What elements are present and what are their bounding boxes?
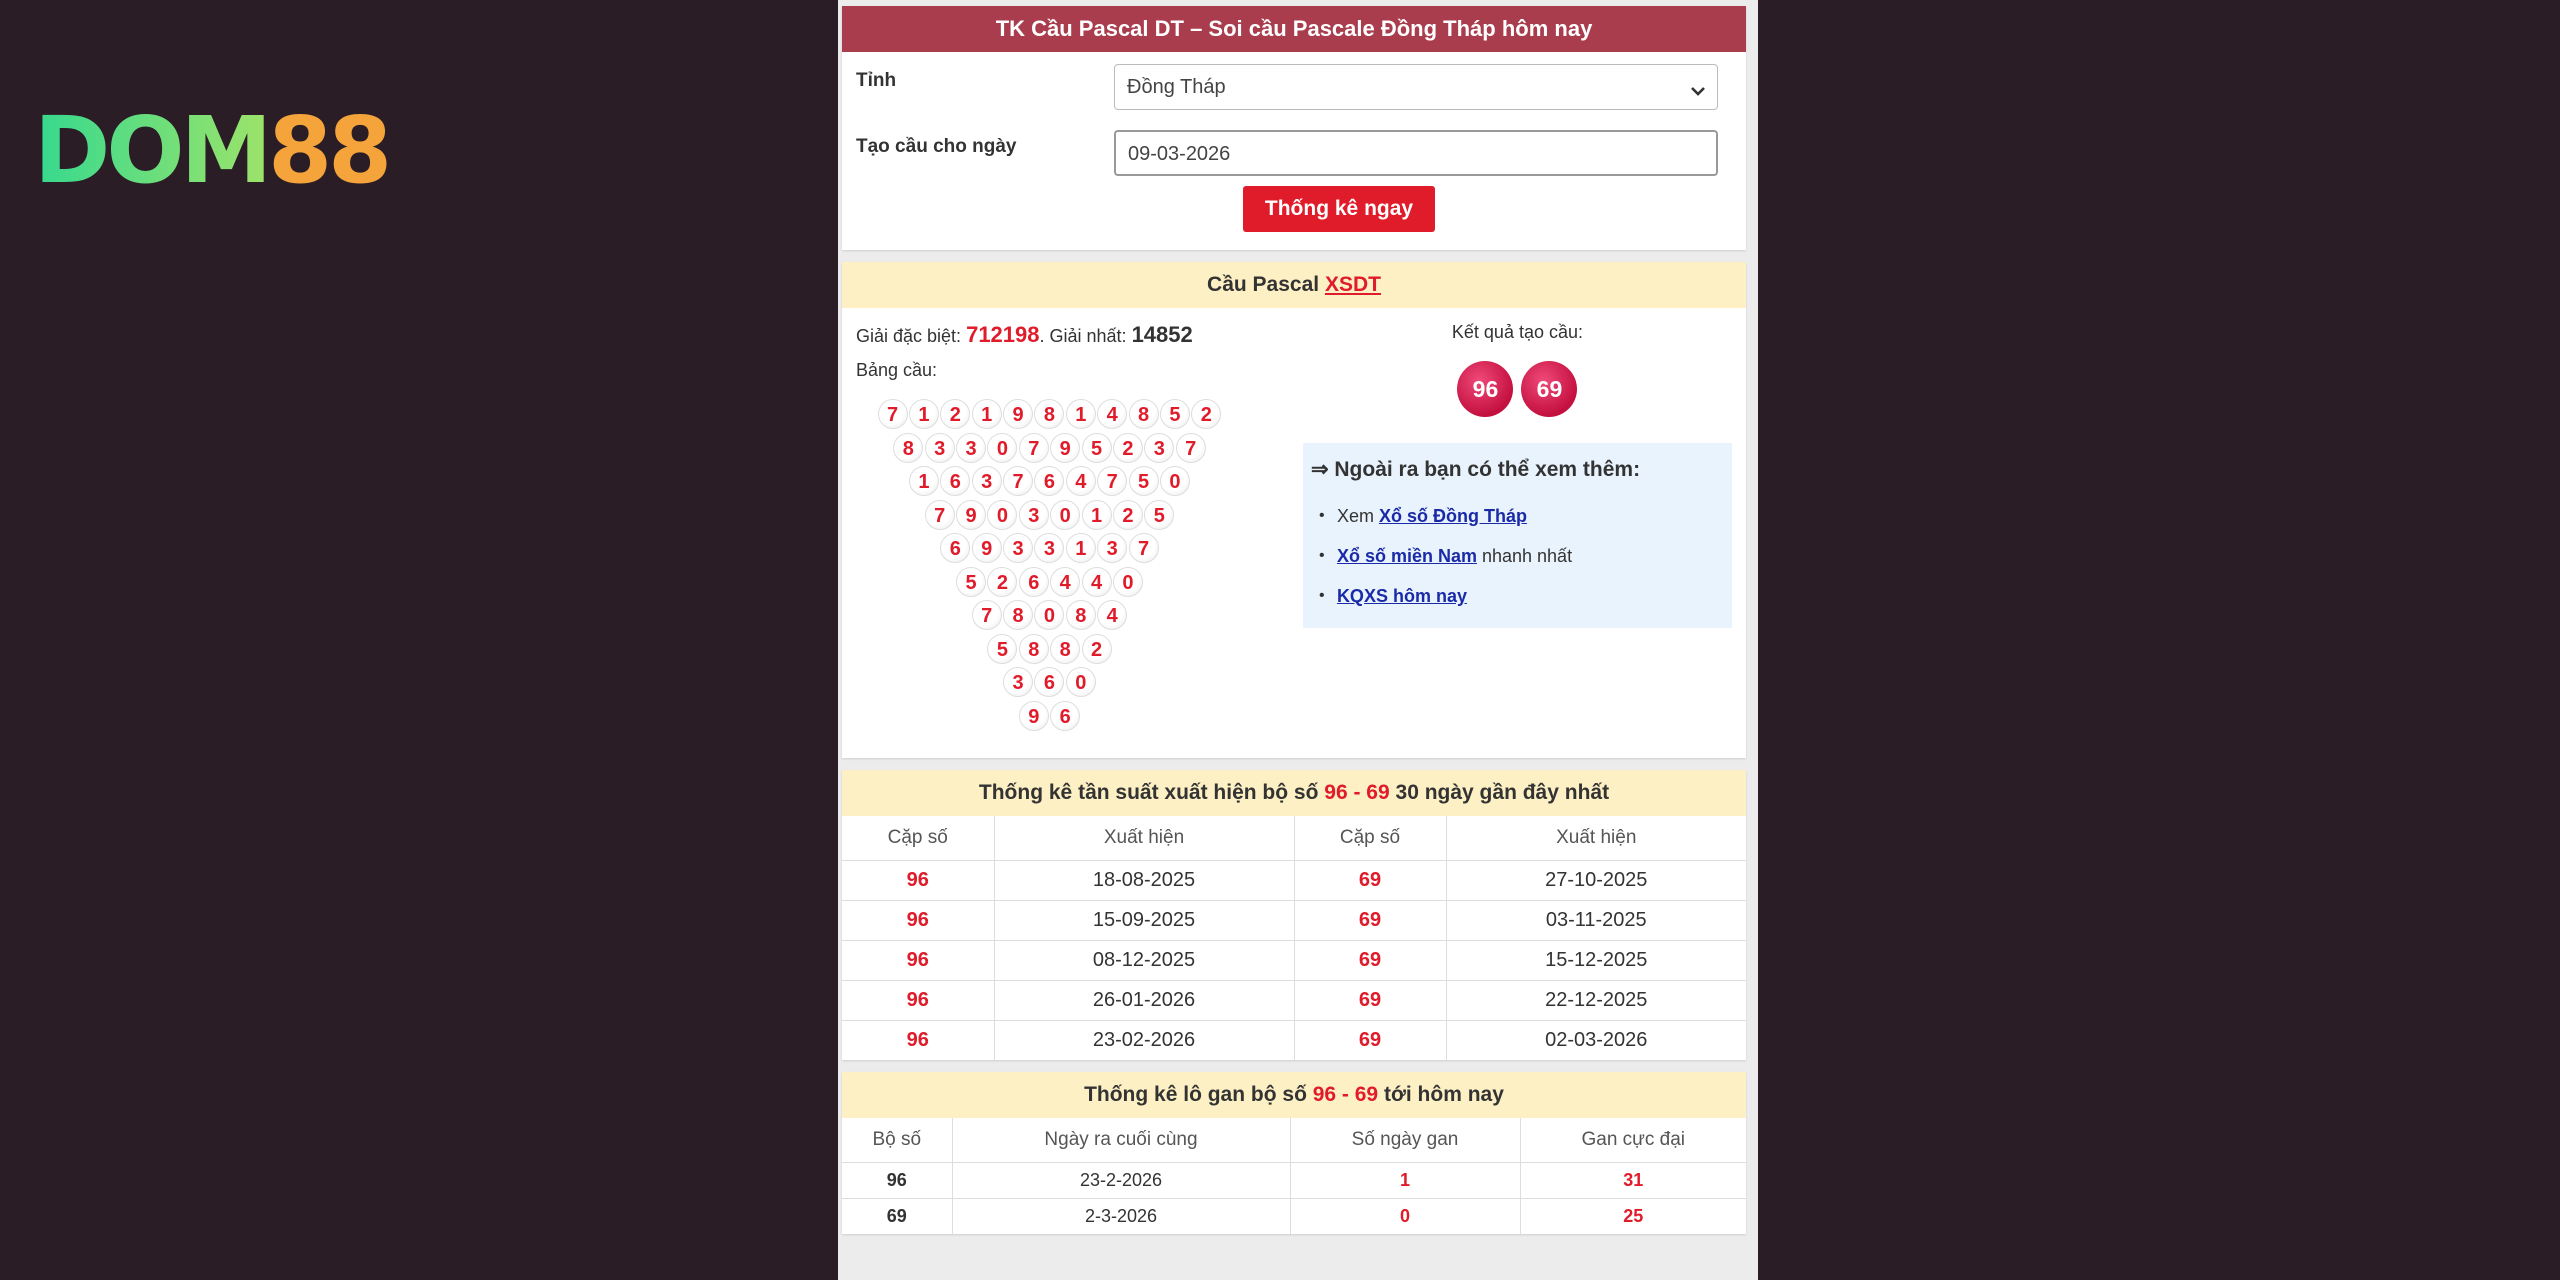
gan-card bbox=[842, 1072, 1746, 1234]
pair-cell: 96 bbox=[842, 940, 994, 980]
pascal-digit: 1 bbox=[1066, 399, 1096, 429]
special-prize-label: Giải đặc biệt: bbox=[856, 326, 962, 346]
max-gan-cell: 31 bbox=[1520, 1162, 1746, 1198]
pascal-row bbox=[955, 567, 1143, 601]
see-more-title: ⇒ Ngoài ra bạn có thể xem thêm: bbox=[1310, 458, 1641, 481]
pascal-digit: 2 bbox=[940, 399, 970, 429]
pascal-digit: 6 bbox=[1050, 701, 1080, 731]
list-item-suffix: nhanh nhất bbox=[1476, 546, 1573, 566]
pair-cell: 69 bbox=[1294, 1020, 1446, 1060]
province-select[interactable] bbox=[1114, 64, 1718, 110]
pascal-row bbox=[1018, 701, 1081, 735]
result-balls bbox=[1303, 361, 1732, 417]
pascal-digit: 7 bbox=[1176, 433, 1206, 463]
table-row bbox=[842, 1162, 1746, 1198]
pascal-left bbox=[856, 322, 1303, 734]
pascal-digit: 5 bbox=[1082, 433, 1112, 463]
pascal-digit: 1 bbox=[1082, 500, 1112, 530]
pascal-digit: 8 bbox=[1050, 634, 1080, 664]
table-header-row bbox=[842, 1118, 1746, 1162]
pascal-digit: 0 bbox=[1160, 466, 1190, 496]
date-input[interactable] bbox=[1114, 130, 1718, 176]
date-cell: 27-10-2025 bbox=[1446, 860, 1746, 900]
pascal-digit: 8 bbox=[1034, 399, 1064, 429]
xo-so-dong-thap-link[interactable]: Xổ số Đồng Tháp bbox=[1378, 506, 1527, 526]
pascal-table-label: Bảng cầu: bbox=[856, 360, 938, 380]
pair-cell: 69 bbox=[1294, 900, 1446, 940]
pascal-digit: 5 bbox=[956, 567, 986, 597]
pascal-digit: 3 bbox=[1034, 533, 1064, 563]
pascal-digit: 6 bbox=[1034, 667, 1064, 697]
pascal-digit: 4 bbox=[1082, 567, 1112, 597]
logo-text-88: 88 bbox=[268, 97, 389, 204]
pascal-digit: 7 bbox=[1097, 466, 1127, 496]
pascal-digit: 0 bbox=[987, 500, 1017, 530]
date-cell: 03-11-2025 bbox=[1446, 900, 1746, 940]
pascal-digit: 2 bbox=[1082, 634, 1112, 664]
date-cell: 18-08-2025 bbox=[994, 860, 1294, 900]
pascal-digit: 7 bbox=[1129, 533, 1159, 563]
xo-so-mien-nam-link[interactable]: Xổ số miền Nam bbox=[1336, 546, 1477, 566]
table-row bbox=[842, 1020, 1746, 1060]
date-cell: 26-01-2026 bbox=[994, 980, 1294, 1020]
frequency-card bbox=[842, 770, 1746, 1060]
pascal-digit: 5 bbox=[1129, 466, 1159, 496]
pascal-digit: 1 bbox=[909, 399, 939, 429]
date-row bbox=[842, 130, 1746, 176]
xsdt-link[interactable]: XSDT bbox=[1324, 273, 1381, 296]
province-row bbox=[842, 64, 1746, 110]
last-date-cell: 23-2-2026 bbox=[952, 1162, 1290, 1198]
pascal-digit: 6 bbox=[940, 466, 970, 496]
frequency-heading bbox=[842, 770, 1746, 816]
pascal-digit: 6 bbox=[1034, 466, 1064, 496]
date-cell: 02-03-2026 bbox=[1446, 1020, 1746, 1060]
column-header: Cặp số bbox=[1294, 816, 1446, 860]
frequency-table bbox=[842, 816, 1746, 1060]
pair-cell: 96 bbox=[842, 860, 994, 900]
list-item bbox=[1311, 576, 1724, 616]
pascal-digit: 0 bbox=[1066, 667, 1096, 697]
see-more-box bbox=[1303, 443, 1732, 628]
pascal-digit: 8 bbox=[1066, 600, 1096, 630]
column-header: Xuất hiện bbox=[1446, 816, 1746, 860]
pascal-digit: 1 bbox=[909, 466, 939, 496]
column-header: Xuất hiện bbox=[994, 816, 1294, 860]
pascal-row bbox=[877, 399, 1222, 433]
pascal-digit: 3 bbox=[1003, 667, 1033, 697]
pascal-digit: 8 bbox=[1019, 634, 1049, 664]
pascal-heading bbox=[842, 262, 1746, 308]
list-item bbox=[1311, 496, 1724, 536]
pascal-digit: 3 bbox=[925, 433, 955, 463]
pascal-digit: 2 bbox=[1113, 500, 1143, 530]
table-row bbox=[842, 900, 1746, 940]
pascal-digit: 3 bbox=[972, 466, 1002, 496]
pascal-digit: 0 bbox=[1113, 567, 1143, 597]
date-cell: 15-12-2025 bbox=[1446, 940, 1746, 980]
pair-cell: 96 bbox=[842, 1162, 952, 1198]
table-row bbox=[842, 940, 1746, 980]
first-prize-value: 14852 bbox=[1131, 322, 1193, 347]
date-cell: 08-12-2025 bbox=[994, 940, 1294, 980]
pascal-digit: 9 bbox=[972, 533, 1002, 563]
date-cell: 23-02-2026 bbox=[994, 1020, 1294, 1060]
column-header: Cặp số bbox=[887, 826, 948, 848]
pascal-digit: 3 bbox=[1097, 533, 1127, 563]
gan-table bbox=[842, 1118, 1746, 1234]
pascal-digit: 4 bbox=[1050, 567, 1080, 597]
pascal-row bbox=[1002, 667, 1096, 701]
submit-row bbox=[842, 176, 1746, 250]
province-label: Tỉnh bbox=[856, 70, 897, 91]
last-date-cell: 2-3-2026 bbox=[952, 1198, 1290, 1234]
pascal-digit: 4 bbox=[1066, 466, 1096, 496]
gan-heading bbox=[842, 1072, 1746, 1118]
pascal-digit: 2 bbox=[987, 567, 1017, 597]
pascal-digit: 5 bbox=[987, 634, 1017, 664]
kqxs-hom-nay-link[interactable]: KQXS hôm nay bbox=[1336, 586, 1467, 606]
pair-cell: 96 bbox=[842, 980, 994, 1020]
pascal-digit: 3 bbox=[1019, 500, 1049, 530]
first-prize-label: . Giải nhất: bbox=[1039, 326, 1127, 346]
column-header: Ngày ra cuối cùng bbox=[952, 1118, 1290, 1162]
pascal-digit: 8 bbox=[893, 433, 923, 463]
pascal-digit: 9 bbox=[1050, 433, 1080, 463]
gan-heading-pair: 96 - 69 bbox=[1312, 1083, 1379, 1106]
date-cell: 15-09-2025 bbox=[994, 900, 1294, 940]
frequency-heading-pair: 96 - 69 bbox=[1324, 781, 1390, 804]
pascal-row bbox=[908, 466, 1190, 500]
gan-days-cell: 0 bbox=[1290, 1198, 1520, 1234]
table-row bbox=[842, 1198, 1746, 1234]
page-title: TK Cầu Pascal DT – Soi cầu Pascale Đồng Tháp hôm nay bbox=[842, 6, 1746, 52]
pascal-digit: 1 bbox=[972, 399, 1002, 429]
date-cell: 22-12-2025 bbox=[1446, 980, 1746, 1020]
gan-heading-prefix: Thống kê lô gan bộ số bbox=[1084, 1083, 1307, 1106]
chevron-down-icon bbox=[1689, 75, 1707, 119]
pascal-digit: 7 bbox=[1003, 466, 1033, 496]
pascal-digit: 0 bbox=[1050, 500, 1080, 530]
pair-cell: 69 bbox=[1294, 980, 1446, 1020]
see-more-list bbox=[1311, 496, 1724, 616]
table-header-row bbox=[842, 816, 1746, 860]
pair-cell: 96 bbox=[842, 900, 994, 940]
date-label: Tạo cầu cho ngày bbox=[856, 136, 1017, 157]
search-form-card bbox=[842, 6, 1746, 250]
pascal-body bbox=[842, 308, 1746, 758]
pascal-card bbox=[842, 262, 1746, 758]
pascal-heading-text: Cầu Pascal bbox=[1207, 273, 1320, 296]
frequency-heading-suffix: 30 ngày gần đây nhất bbox=[1395, 781, 1610, 804]
max-gan-cell: 25 bbox=[1520, 1198, 1746, 1234]
pascal-digit: 3 bbox=[956, 433, 986, 463]
pair-cell: 96 bbox=[842, 1020, 994, 1060]
pascal-digit: 6 bbox=[1019, 567, 1049, 597]
pascal-digit: 9 bbox=[956, 500, 986, 530]
province-select-value: Đồng Tháp bbox=[1127, 76, 1226, 98]
pascal-triangle bbox=[856, 399, 1303, 734]
dom88-logo[interactable] bbox=[34, 97, 389, 204]
pascal-right bbox=[1303, 322, 1732, 734]
pascal-digit: 4 bbox=[1097, 399, 1127, 429]
pascal-digit: 5 bbox=[1144, 500, 1174, 530]
result-ball: 96 bbox=[1457, 361, 1513, 417]
pascal-digit: 9 bbox=[1003, 399, 1033, 429]
prize-line bbox=[856, 322, 1303, 348]
pascal-digit: 4 bbox=[1097, 600, 1127, 630]
pascal-digit: 8 bbox=[1003, 600, 1033, 630]
pascal-digit: 7 bbox=[925, 500, 955, 530]
gan-days-cell: 1 bbox=[1290, 1162, 1520, 1198]
pascal-digit: 5 bbox=[1160, 399, 1190, 429]
result-ball: 69 bbox=[1521, 361, 1577, 417]
pascal-digit: 3 bbox=[1144, 433, 1174, 463]
pair-cell: 69 bbox=[842, 1198, 952, 1234]
column-header: Bộ số bbox=[872, 1128, 922, 1150]
pair-cell: 69 bbox=[1294, 860, 1446, 900]
frequency-heading-prefix: Thống kê tần suất xuất hiện bộ số bbox=[978, 781, 1319, 804]
pascal-row bbox=[893, 433, 1207, 467]
table-row bbox=[842, 860, 1746, 900]
pascal-digit: 0 bbox=[1034, 600, 1064, 630]
pascal-digit: 7 bbox=[972, 600, 1002, 630]
pascal-row bbox=[971, 600, 1128, 634]
column-header: Gan cực đại bbox=[1520, 1118, 1746, 1162]
pascal-digit: 6 bbox=[940, 533, 970, 563]
logo-text-dom: DOM bbox=[34, 97, 269, 204]
pascal-digit: 1 bbox=[1066, 533, 1096, 563]
pascal-digit: 9 bbox=[1019, 701, 1049, 731]
pascal-digit: 7 bbox=[878, 399, 908, 429]
pair-cell: 69 bbox=[1294, 940, 1446, 980]
list-item-prefix: Xem bbox=[1336, 506, 1379, 526]
date-input-value: 09-03-2026 bbox=[1128, 143, 1231, 165]
pascal-digit: 0 bbox=[987, 433, 1017, 463]
pascal-row bbox=[940, 533, 1160, 567]
table-row bbox=[842, 980, 1746, 1020]
pascal-digit: 2 bbox=[1191, 399, 1221, 429]
gan-heading-suffix: tới hôm nay bbox=[1383, 1083, 1504, 1106]
column-header: Số ngày gan bbox=[1290, 1118, 1520, 1162]
special-prize-value: 712198 bbox=[966, 322, 1040, 347]
pascal-row bbox=[987, 634, 1113, 668]
pascal-digit: 8 bbox=[1129, 399, 1159, 429]
content-panel bbox=[838, 0, 1758, 1280]
stats-submit-button[interactable]: Thống kê ngay bbox=[1243, 186, 1435, 232]
pascal-digit: 7 bbox=[1019, 433, 1049, 463]
list-item bbox=[1311, 536, 1724, 576]
pascal-digit: 3 bbox=[1003, 533, 1033, 563]
result-label: Kết quả tạo cầu: bbox=[1451, 322, 1584, 342]
pascal-row bbox=[924, 500, 1175, 534]
pascal-digit: 2 bbox=[1113, 433, 1143, 463]
